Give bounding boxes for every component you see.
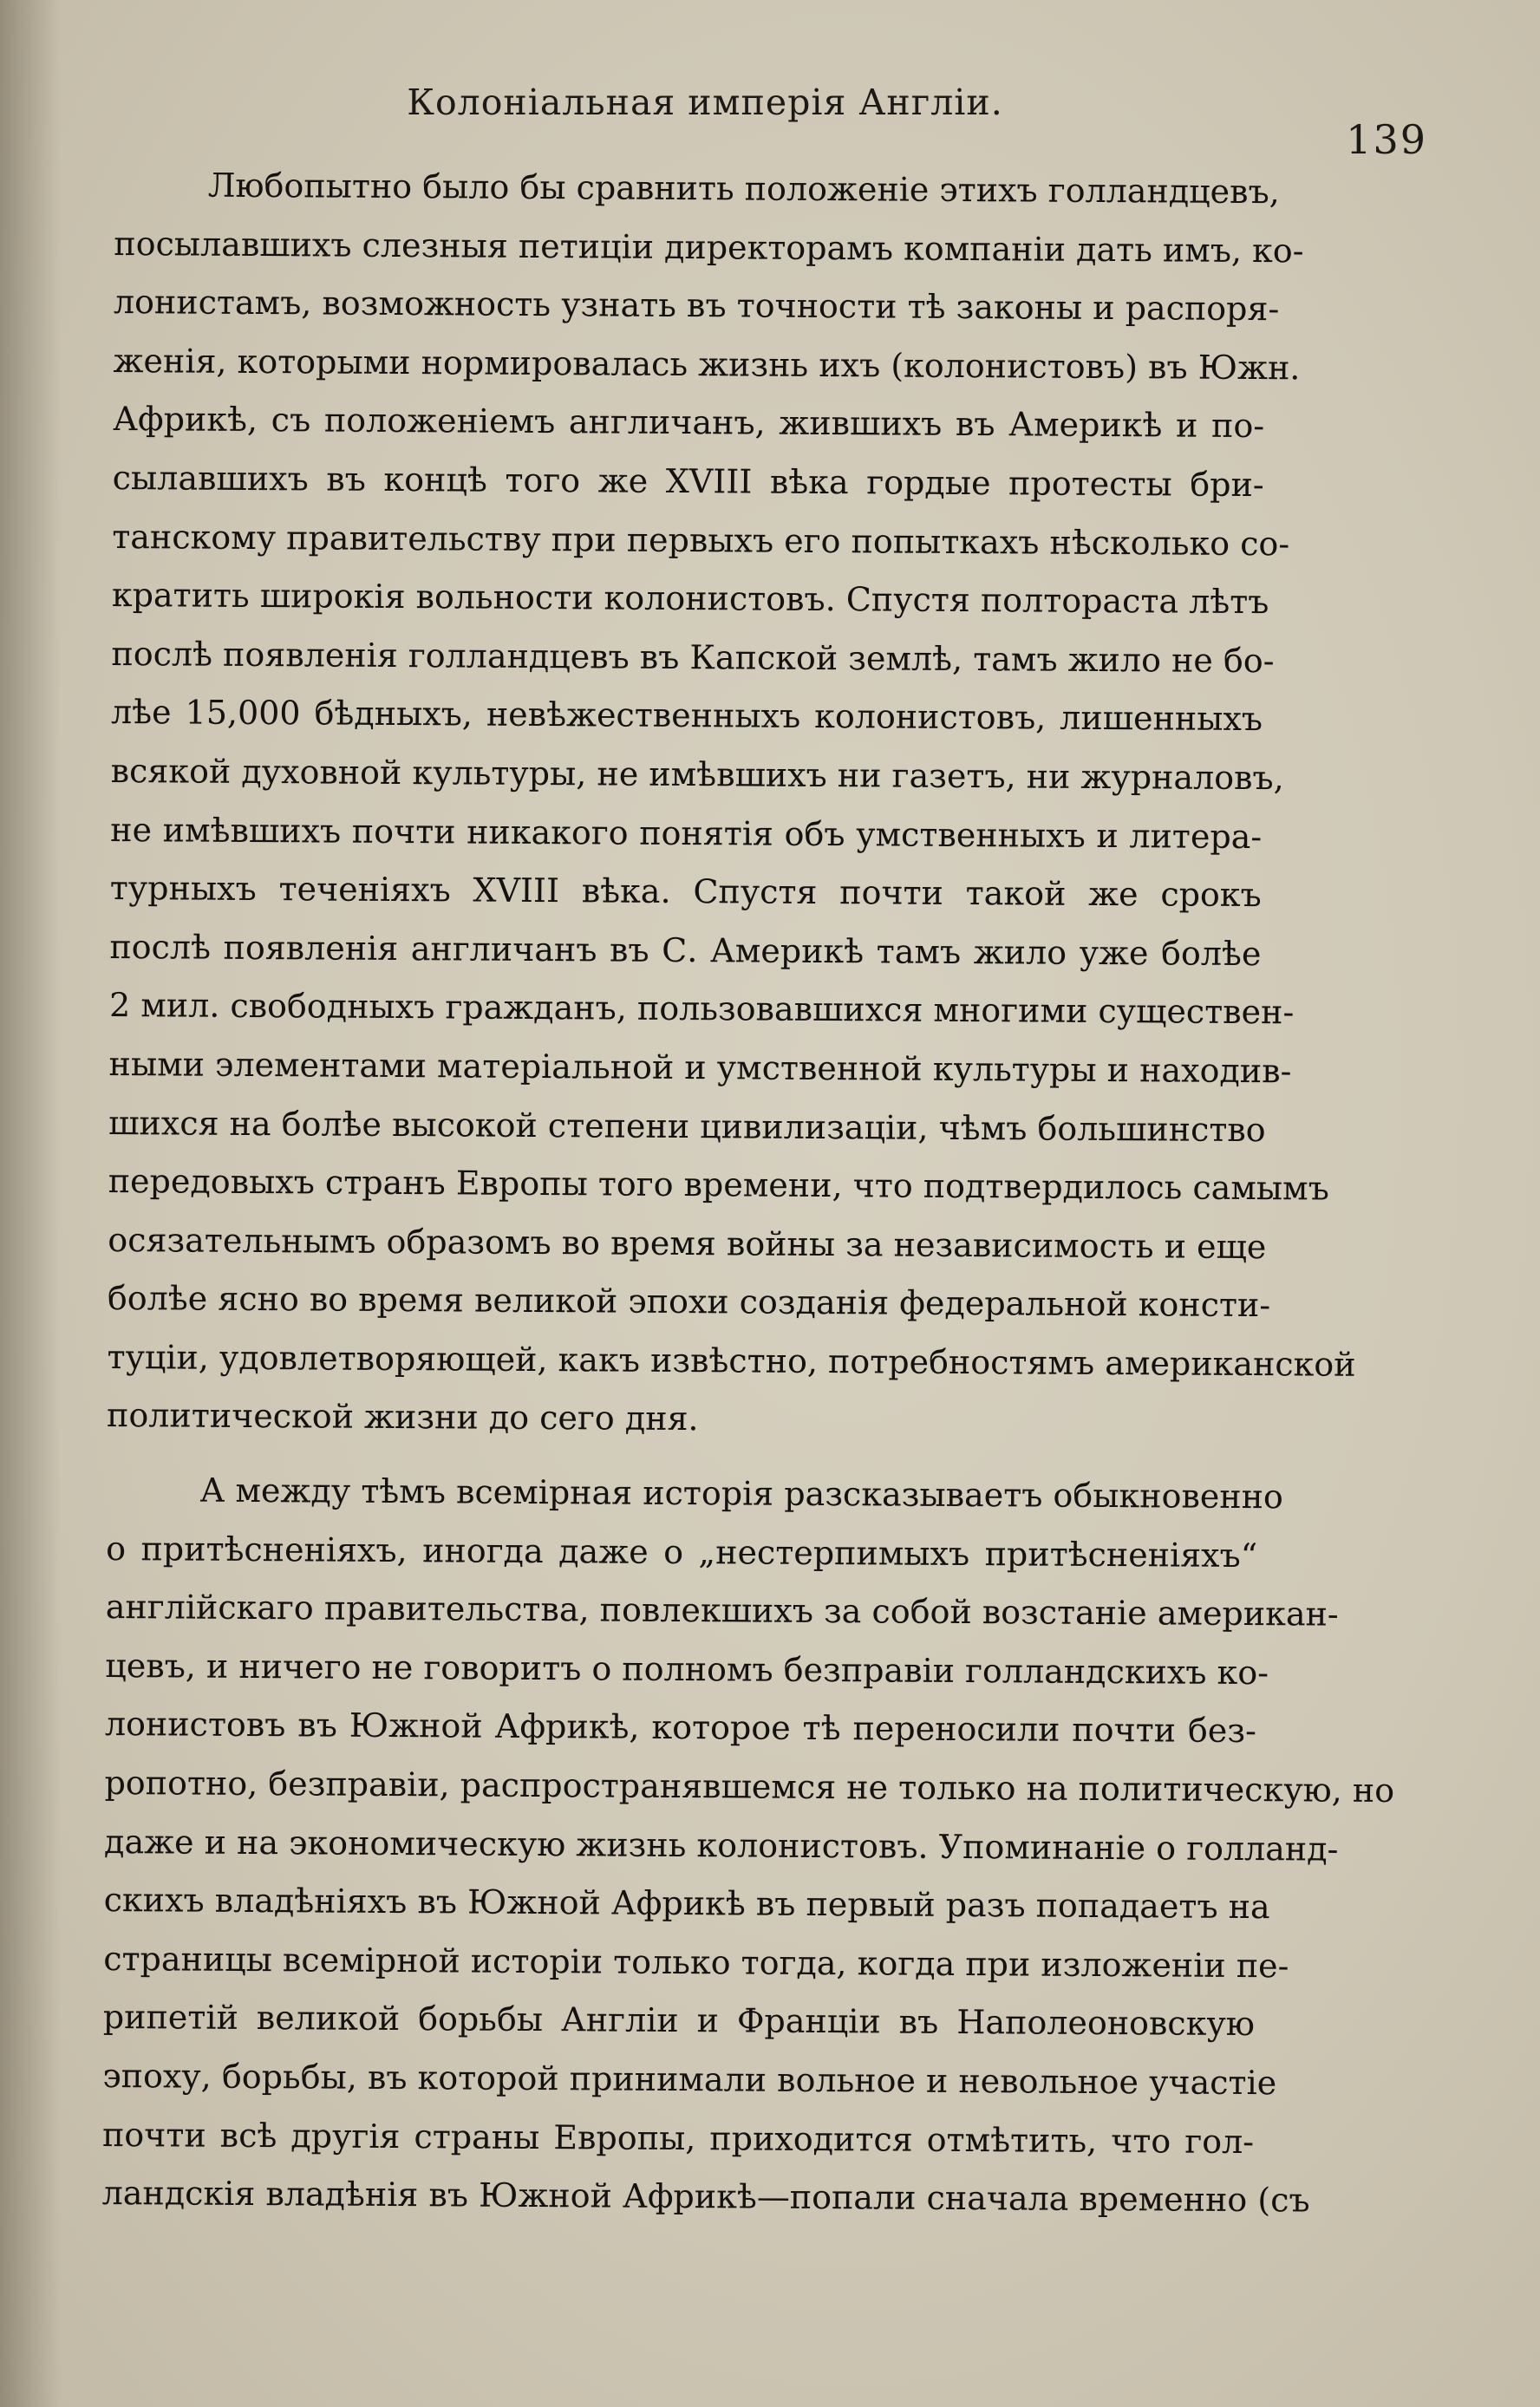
text-line: кратить широкія вольности колонистовъ. Спустя полтораста лѣтъ — [111, 576, 1269, 622]
text-line: скихъ владѣніяхъ въ Южной Африкѣ въ первый разъ попадаетъ на — [103, 1881, 1270, 1927]
text-line: ландскія владѣнія въ Южной Африкѣ—попали сначала временно (съ — [101, 2174, 1310, 2220]
text-line: женія, которыми нормировалась жизнь ихъ (колонистовъ) въ Южн. — [113, 341, 1301, 388]
text-line: 2 мил. свободныхъ гражданъ, пользовавшихся многими существен- — [108, 986, 1295, 1032]
text-line: страницы всемірной исторіи только тогда, когда при изложеніи пе- — [103, 1939, 1289, 1986]
text-line: болѣе ясно во время великой эпохи созданія федеральной консти- — [107, 1279, 1271, 1325]
text-line: лонистовъ въ Южной Африкѣ, которое тѣ переносили почти без- — [104, 1705, 1257, 1751]
text-line: сылавшихъ въ концѣ того же XVIII вѣка гордые протесты бри- — [112, 458, 1264, 505]
text-line: посылавшихъ слезныя петиціи директорамъ компаніи дать имъ, ко- — [114, 224, 1304, 270]
text-line: турныхъ теченіяхъ XVIII вѣка. Спустя почти такой же срокъ — [109, 869, 1262, 915]
text-line: послѣ появленія голландцевъ въ Капской землѣ, тамъ жило не бо- — [111, 634, 1275, 680]
paragraph-2 — [101, 1461, 1395, 2230]
text-line: рипетій великой борьбы Англіи и Франціи въ Наполеоновскую — [102, 1998, 1255, 2044]
text-line: шихся на болѣе высокой степени цивилизаціи, чѣмъ большинство — [108, 1103, 1266, 1149]
text-line: Любопытно было бы сравнить положеніе этихъ голландцевъ, — [207, 166, 1280, 212]
text-line: лѣе 15,000 бѣдныхъ, невѣжественныхъ колонистовъ, лишенныхъ — [110, 693, 1263, 739]
text-line: Африкѣ, съ положеніемъ англичанъ, жившихъ въ Америкѣ и по- — [113, 400, 1265, 446]
text-line: почти всѣ другія страны Европы, приходится отмѣтить, что гол- — [101, 2115, 1255, 2161]
text-line: ными элементами матеріальной и умственной культуры и находив- — [108, 1044, 1292, 1091]
body-text — [101, 156, 1395, 2230]
text-line: танскому правительству при первыхъ его попыткахъ нѣсколько со- — [112, 517, 1290, 563]
text-line: лонистамъ, возможность узнать въ точности тѣ законы и распоря- — [113, 283, 1280, 329]
page-header — [113, 82, 1427, 163]
text-line: даже и на экономическую жизнь колонистовъ. Упоминаніе о голланд- — [103, 1822, 1339, 1869]
page-number: 139 — [1346, 116, 1427, 163]
text-line: эпоху, борьбы, въ которой принимали вольное и невольное участіе — [102, 2056, 1277, 2103]
text-line: туціи, удовлетворяющей, какъ извѣстно, потребностямъ американской — [107, 1337, 1356, 1384]
text-line: А между тѣмъ всемірная исторія разсказываетъ обыкновенно — [199, 1471, 1283, 1517]
text-line: не имѣвшихъ почти никакого понятія объ умственныхъ и литера- — [110, 810, 1263, 856]
text-line: всякой духовной культуры, не имѣвшихъ ни газетъ, ни журналовъ, — [110, 751, 1284, 798]
text-line: политической жизни до сего дня. — [106, 1396, 699, 1438]
paragraph-1 — [106, 156, 1356, 1452]
text-line: осязательнымъ образомъ во время войны за независимость и еще — [108, 1220, 1267, 1266]
text-line: послѣ появленія англичанъ въ С. Америкѣ тамъ жило уже болѣе — [109, 927, 1262, 973]
text-line: передовыхъ странъ Европы того времени, что подтвердилось самымъ — [108, 1162, 1330, 1208]
text-line: цевъ, и ничего не говоритъ о полномъ безправіи голландскихъ ко- — [105, 1646, 1269, 1693]
text-line: англійскаго правительства, повлекшихъ за собой возстаніе американ- — [105, 1588, 1339, 1634]
text-line: о притѣсненіяхъ, иногда даже о „нестерпимыхъ притѣсненіяхъ“ — [106, 1529, 1258, 1575]
text-line: ропотно, безправіи, распространявшемся не только на политическую, но — [104, 1763, 1395, 1810]
running-title: Колоніальная имперія Англіи. — [407, 82, 1003, 123]
binding-shadow — [0, 0, 61, 2407]
